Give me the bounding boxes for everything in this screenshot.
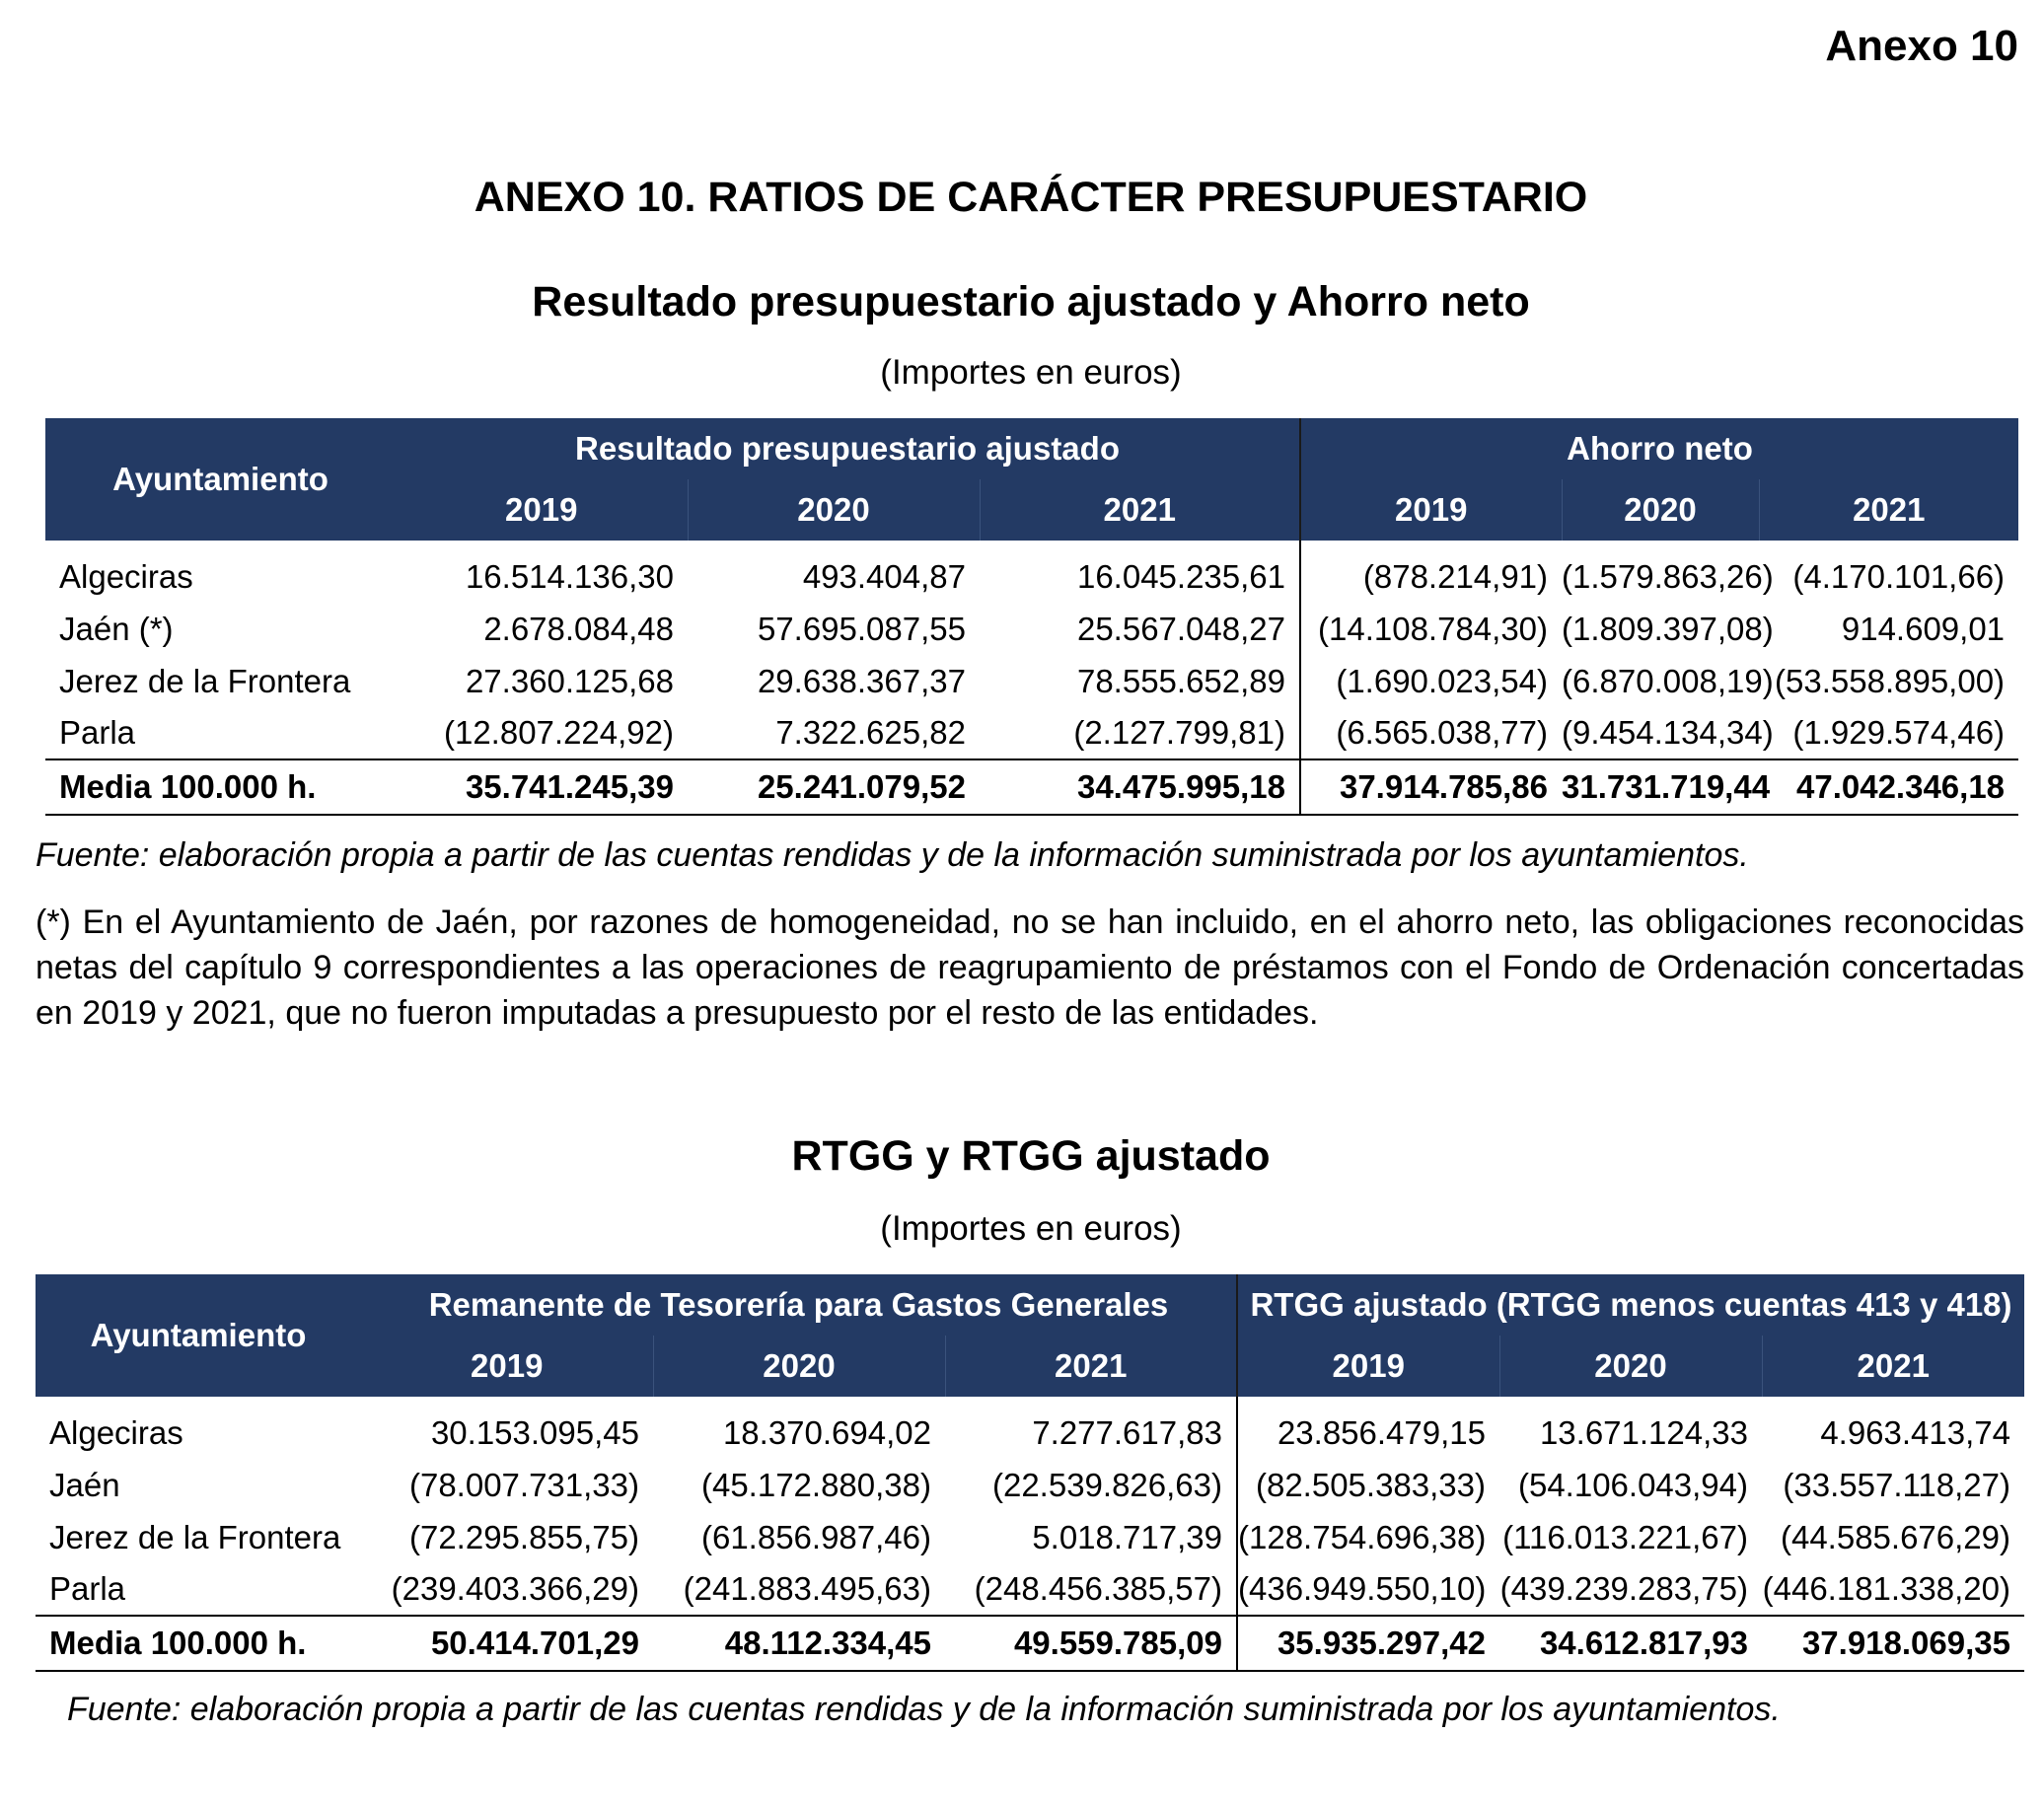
cell-value: (9.454.134,34) (1562, 714, 1774, 751)
cell-value: (239.403.366,29) (391, 1570, 639, 1607)
cell-value: 34.475.995,18 (980, 759, 1300, 815)
cell-value: (116.013.221,67) (1502, 1518, 1748, 1555)
header-group-resultado: Resultado presupuestario ajustado (396, 418, 1300, 479)
cell-value: (72.295.855,75) (408, 1518, 639, 1555)
budget-result-table (45, 418, 2018, 816)
cell-value: 35.935.297,42 (1237, 1616, 1499, 1671)
cell-value: 34.612.817,93 (1499, 1616, 1762, 1671)
cell-value: 27.360.125,68 (465, 662, 674, 699)
cell-value: (446.181.338,20) (1762, 1570, 2010, 1607)
header-year: 2020 (653, 1336, 945, 1397)
header-year: 2019 (1300, 479, 1562, 541)
cell-value: 48.112.334,45 (653, 1616, 945, 1671)
cell-value: (14.108.784,30) (1318, 610, 1549, 647)
table-row (45, 655, 2018, 707)
cell-value: 5.018.717,39 (945, 1511, 1237, 1563)
cell-value: 37.918.069,35 (1762, 1616, 2024, 1671)
table-row (45, 603, 2018, 655)
cell-value: (82.505.383,33) (1255, 1466, 1486, 1503)
cell-value: 23.856.479,15 (1277, 1413, 1486, 1451)
header-year: 2021 (980, 479, 1300, 541)
header-group-ahorro: Ahorro neto (1300, 418, 2018, 479)
cell-value: (22.539.826,63) (945, 1459, 1237, 1511)
table2-source: Fuente: elaboración propia a partir de las cuentas rendidas y de la información suministrada por los ayuntamientos. (67, 1691, 1781, 1728)
row-name: Jerez de la Frontera (49, 1518, 341, 1555)
footnote: (*) En el Ayuntamiento de Jaén, por razones de homogeneidad, no se han incluido, en el ahorro neto, las obligaciones reconocidas netas del capítulo 9 correspondientes a las operaciones de reagrupamiento de préstamos con el Fondo de Ordenación concertadas en 2019 y 2021, que no fueron imputadas a presupuesto por el resto de las entidades. (36, 903, 2024, 1032)
cell-value: (878.214,91) (1362, 557, 1549, 595)
cell-value: (241.883.495,63) (683, 1570, 931, 1607)
header-group-remanente: Remanente de Tesorería para Gastos Generales (361, 1274, 1237, 1336)
cell-value: (1.929.574,46) (1792, 714, 2006, 751)
cell-value: (436.949.550,10) (1238, 1570, 1487, 1607)
cell-value: (45.172.880,38) (700, 1466, 931, 1503)
cell-value: (12.807.224,92) (443, 714, 674, 751)
table1-title: Resultado presupuestario ajustado y Ahorro neto (532, 278, 1530, 325)
header-ayuntamiento: Ayuntamiento (45, 418, 396, 541)
table2-title: RTGG y RTGG ajustado (791, 1132, 1271, 1180)
row-name: Algeciras (49, 1413, 183, 1451)
cell-value: (6.565.038,77) (1336, 714, 1549, 751)
cell-value: (54.106.043,94) (1517, 1466, 1748, 1503)
cell-value: 31.731.719,44 (1562, 759, 1759, 815)
cell-value: 25.241.079,52 (688, 759, 980, 815)
header-year: 2019 (396, 479, 688, 541)
cell-value: (248.456.385,57) (945, 1563, 1237, 1616)
row-name: Algeciras (59, 557, 193, 595)
cell-value: (4.170.101,66) (1792, 557, 2006, 595)
cell-value: 7.322.625,82 (775, 714, 966, 751)
rtgg-table (36, 1274, 2024, 1672)
header-year: 2020 (1499, 1336, 1762, 1397)
cell-value: (53.558.895,00) (1775, 662, 2006, 699)
cell-value: (1.809.397,08) (1562, 610, 1774, 647)
table-row (36, 1459, 2024, 1511)
table-row-average (36, 1616, 2024, 1671)
cell-value: 30.153.095,45 (430, 1413, 639, 1451)
header-ayuntamiento: Ayuntamiento (36, 1274, 361, 1397)
table-row (36, 1563, 2024, 1616)
page-title: ANEXO 10. RATIOS DE CARÁCTER PRESUPUESTARIO (474, 174, 1588, 221)
cell-value: 37.914.785,86 (1300, 759, 1562, 815)
table2-units: (Importes en euros) (880, 1209, 1182, 1248)
cell-value: 57.695.087,55 (757, 610, 966, 647)
header-year: 2021 (1762, 1336, 2024, 1397)
cell-value: 78.555.652,89 (980, 655, 1300, 707)
header-year: 2019 (1237, 1336, 1499, 1397)
header-group-rtgg-ajustado: RTGG ajustado (RTGG menos cuentas 413 y 418) (1237, 1274, 2024, 1336)
cell-value: (78.007.731,33) (408, 1466, 639, 1503)
cell-value: 49.559.785,09 (945, 1616, 1237, 1671)
table-row (45, 707, 2018, 759)
table-row (36, 1407, 2024, 1459)
cell-value: 47.042.346,18 (1759, 759, 2018, 815)
table1-source: Fuente: elaboración propia a partir de las cuentas rendidas y de la información suministrada por los ayuntamientos. (36, 836, 1749, 874)
cell-value: 50.414.701,29 (361, 1616, 653, 1671)
header-year: 2021 (1759, 479, 2018, 541)
cell-value: 16.045.235,61 (980, 550, 1300, 603)
cell-value: 25.567.048,27 (980, 603, 1300, 655)
cell-value: 493.404,87 (802, 557, 966, 595)
cell-value: 4.963.413,74 (1820, 1413, 2010, 1451)
cell-value: (44.585.676,29) (1780, 1518, 2010, 1555)
header-year: 2020 (688, 479, 980, 541)
cell-value: (2.127.799,81) (980, 707, 1300, 759)
header-year: 2019 (361, 1336, 653, 1397)
cell-value: 29.638.367,37 (757, 662, 966, 699)
row-name: Media 100.000 h. (36, 1616, 361, 1671)
row-name: Media 100.000 h. (45, 759, 396, 815)
cell-value: 7.277.617,83 (945, 1407, 1237, 1459)
cell-value: (128.754.696,38) (1238, 1518, 1487, 1555)
header-year: 2021 (945, 1336, 1237, 1397)
cell-value: (6.870.008,19) (1562, 662, 1774, 699)
cell-value: 16.514.136,30 (465, 557, 674, 595)
table-row-average (45, 759, 2018, 815)
cell-value: (61.856.987,46) (700, 1518, 931, 1555)
cell-value: 18.370.694,02 (722, 1413, 931, 1451)
row-name: Parla (49, 1570, 126, 1607)
header-year: 2020 (1562, 479, 1759, 541)
cell-value: 35.741.245,39 (396, 759, 688, 815)
table-row (45, 550, 2018, 603)
row-name: Jaén (49, 1466, 120, 1503)
cell-value: (33.557.118,27) (1783, 1466, 2010, 1503)
annex-tag: Anexo 10 (1825, 22, 2018, 70)
cell-value: 13.671.124,33 (1539, 1413, 1748, 1451)
cell-value: 914.609,01 (1841, 610, 2006, 647)
row-name: Parla (59, 714, 136, 751)
table1-units: (Importes en euros) (880, 353, 1182, 392)
row-name: Jerez de la Frontera (59, 662, 351, 699)
row-name: Jaén (*) (59, 610, 174, 647)
cell-value: 2.678.084,48 (483, 610, 674, 647)
cell-value: (1.690.023,54) (1336, 662, 1549, 699)
table-row (36, 1511, 2024, 1563)
cell-value: (1.579.863,26) (1562, 557, 1774, 595)
cell-value: (439.239.283,75) (1499, 1570, 1748, 1607)
